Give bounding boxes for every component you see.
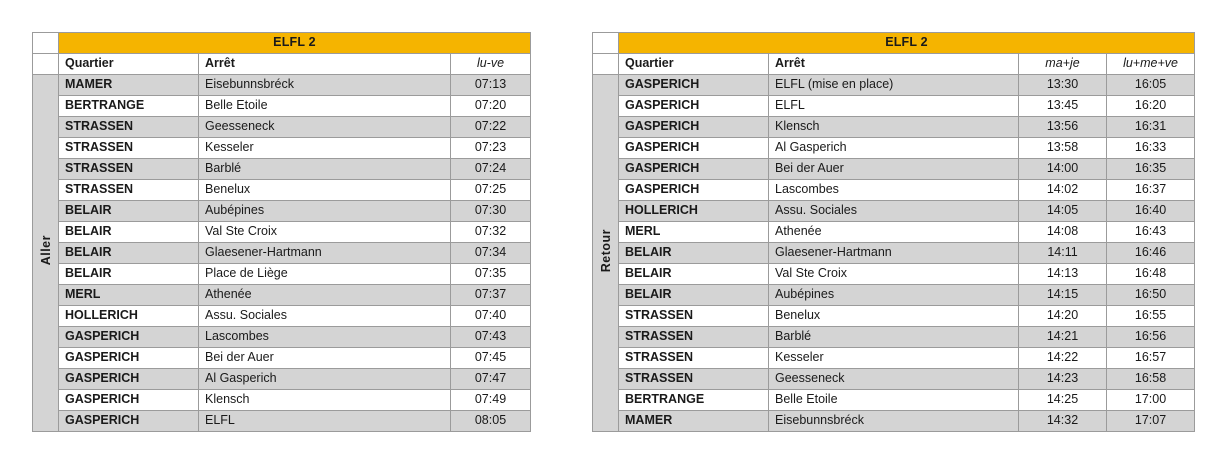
cell-arret: Bei der Auer — [769, 159, 1019, 180]
direction-label-text: Aller — [39, 235, 53, 266]
cell-time-1: 07:37 — [451, 285, 531, 306]
table-row — [33, 117, 531, 138]
table-row — [593, 75, 1195, 96]
cell-arret: ELFL (mise en place) — [769, 75, 1019, 96]
table-row — [33, 243, 531, 264]
cell-arret: Lascombes — [769, 180, 1019, 201]
cell-time-2: 16:40 — [1107, 201, 1195, 222]
cell-arret: Eisebunnsbréck — [769, 411, 1019, 432]
cell-quartier: HOLLERICH — [619, 201, 769, 222]
cell-arret: Eisebunnsbréck — [199, 75, 451, 96]
timetable-retour — [592, 32, 1195, 432]
table-row — [33, 75, 531, 96]
timetable-aller — [32, 32, 531, 432]
cell-arret: Assu. Sociales — [769, 201, 1019, 222]
header-quartier: Quartier — [619, 54, 769, 75]
direction-label-text: Retour — [599, 228, 613, 273]
cell-arret: Kesseler — [769, 348, 1019, 369]
cell-quartier: GASPERICH — [59, 327, 199, 348]
cell-time-1: 07:13 — [451, 75, 531, 96]
table-row — [33, 222, 531, 243]
cell-time-1: 07:30 — [451, 201, 531, 222]
cell-arret: Lascombes — [199, 327, 451, 348]
cell-time-1: 14:05 — [1019, 201, 1107, 222]
cell-time-1: 07:25 — [451, 180, 531, 201]
cell-time-1: 14:13 — [1019, 264, 1107, 285]
title-row — [593, 33, 1195, 54]
cell-arret: Aubépines — [769, 285, 1019, 306]
table-row — [33, 327, 531, 348]
cell-quartier: BELAIR — [59, 264, 199, 285]
cell-time-1: 14:22 — [1019, 348, 1107, 369]
cell-time-1: 14:20 — [1019, 306, 1107, 327]
table-row — [33, 390, 531, 411]
cell-arret: ELFL — [769, 96, 1019, 117]
cell-arret: Klensch — [769, 117, 1019, 138]
cell-time-1: 07:43 — [451, 327, 531, 348]
cell-quartier: BELAIR — [59, 243, 199, 264]
table-row — [33, 348, 531, 369]
table-row — [593, 117, 1195, 138]
cell-quartier: MERL — [619, 222, 769, 243]
cell-arret: Geesseneck — [199, 117, 451, 138]
cell-quartier: GASPERICH — [59, 348, 199, 369]
cell-arret: Al Gasperich — [769, 138, 1019, 159]
table-row — [593, 138, 1195, 159]
cell-time-2: 16:31 — [1107, 117, 1195, 138]
timetable-retour-block — [592, 32, 1194, 432]
corner-cell — [33, 33, 59, 54]
table-row — [593, 264, 1195, 285]
cell-time-1: 08:05 — [451, 411, 531, 432]
table-row — [593, 180, 1195, 201]
cell-time-2: 16:55 — [1107, 306, 1195, 327]
cell-quartier: STRASSEN — [619, 327, 769, 348]
cell-quartier: GASPERICH — [59, 390, 199, 411]
cell-quartier: GASPERICH — [619, 117, 769, 138]
title-row — [33, 33, 531, 54]
cell-arret: Assu. Sociales — [199, 306, 451, 327]
header-arret: Arrêt — [769, 54, 1019, 75]
cell-quartier: GASPERICH — [59, 369, 199, 390]
cell-quartier: MAMER — [59, 75, 199, 96]
cell-quartier: GASPERICH — [619, 138, 769, 159]
cell-time-1: 14:32 — [1019, 411, 1107, 432]
cell-time-2: 16:46 — [1107, 243, 1195, 264]
cell-quartier: GASPERICH — [59, 411, 199, 432]
cell-quartier: STRASSEN — [619, 306, 769, 327]
timetable-aller-body — [33, 33, 531, 432]
header-time-2: lu+me+ve — [1107, 54, 1195, 75]
direction-label-retour — [593, 75, 619, 432]
cell-quartier: GASPERICH — [619, 75, 769, 96]
cell-time-1: 07:49 — [451, 390, 531, 411]
cell-quartier: BELAIR — [619, 285, 769, 306]
cell-arret: Kesseler — [199, 138, 451, 159]
cell-time-2: 16:43 — [1107, 222, 1195, 243]
cell-time-2: 16:56 — [1107, 327, 1195, 348]
cell-arret: Barblé — [199, 159, 451, 180]
cell-quartier: STRASSEN — [59, 180, 199, 201]
cell-arret: Aubépines — [199, 201, 451, 222]
cell-time-1: 14:15 — [1019, 285, 1107, 306]
cell-time-1: 14:11 — [1019, 243, 1107, 264]
cell-time-2: 16:20 — [1107, 96, 1195, 117]
cell-quartier: HOLLERICH — [59, 306, 199, 327]
header-arret: Arrêt — [199, 54, 451, 75]
cell-time-1: 07:23 — [451, 138, 531, 159]
cell-arret: Glaesener-Hartmann — [769, 243, 1019, 264]
cell-time-1: 14:21 — [1019, 327, 1107, 348]
cell-arret: Place de Liège — [199, 264, 451, 285]
cell-time-2: 16:58 — [1107, 369, 1195, 390]
cell-arret: Belle Etoile — [769, 390, 1019, 411]
cell-time-2: 17:00 — [1107, 390, 1195, 411]
cell-time-1: 07:20 — [451, 96, 531, 117]
cell-time-2: 16:33 — [1107, 138, 1195, 159]
cell-arret: Athenée — [769, 222, 1019, 243]
table-row — [33, 180, 531, 201]
direction-label-aller — [33, 75, 59, 432]
table-row — [593, 285, 1195, 306]
cell-time-1: 14:00 — [1019, 159, 1107, 180]
cell-time-2: 16:35 — [1107, 159, 1195, 180]
cell-quartier: MAMER — [619, 411, 769, 432]
cell-time-1: 07:47 — [451, 369, 531, 390]
header-time-1: ma+je — [1019, 54, 1107, 75]
corner-cell-2 — [593, 54, 619, 75]
header-row — [593, 54, 1195, 75]
cell-quartier: BERTRANGE — [619, 390, 769, 411]
cell-quartier: STRASSEN — [59, 159, 199, 180]
table-row — [33, 306, 531, 327]
table-row — [593, 390, 1195, 411]
cell-quartier: STRASSEN — [619, 369, 769, 390]
table-row — [593, 306, 1195, 327]
cell-arret: Athenée — [199, 285, 451, 306]
cell-quartier: BELAIR — [619, 243, 769, 264]
cell-quartier: STRASSEN — [59, 138, 199, 159]
cell-arret: Barblé — [769, 327, 1019, 348]
table-row — [33, 96, 531, 117]
cell-quartier: GASPERICH — [619, 180, 769, 201]
cell-time-1: 14:02 — [1019, 180, 1107, 201]
cell-quartier: GASPERICH — [619, 96, 769, 117]
header-row — [33, 54, 531, 75]
header-time-1: lu-ve — [451, 54, 531, 75]
cell-quartier: GASPERICH — [619, 159, 769, 180]
table-row — [33, 264, 531, 285]
cell-time-1: 14:08 — [1019, 222, 1107, 243]
cell-time-1: 13:56 — [1019, 117, 1107, 138]
table-row — [593, 159, 1195, 180]
table-row — [593, 222, 1195, 243]
corner-cell-2 — [33, 54, 59, 75]
cell-time-1: 07:40 — [451, 306, 531, 327]
timetable-aller-block — [32, 32, 530, 432]
cell-time-2: 17:07 — [1107, 411, 1195, 432]
table-title: ELFL 2 — [59, 33, 531, 54]
cell-time-2: 16:50 — [1107, 285, 1195, 306]
cell-arret: Val Ste Croix — [199, 222, 451, 243]
cell-time-1: 07:22 — [451, 117, 531, 138]
table-row — [33, 159, 531, 180]
cell-arret: Glaesener-Hartmann — [199, 243, 451, 264]
table-row — [33, 285, 531, 306]
cell-time-2: 16:05 — [1107, 75, 1195, 96]
table-row — [33, 201, 531, 222]
table-row — [593, 348, 1195, 369]
table-row — [593, 243, 1195, 264]
cell-arret: Bei der Auer — [199, 348, 451, 369]
cell-time-1: 07:24 — [451, 159, 531, 180]
cell-time-2: 16:37 — [1107, 180, 1195, 201]
header-quartier: Quartier — [59, 54, 199, 75]
cell-quartier: BERTRANGE — [59, 96, 199, 117]
cell-time-2: 16:48 — [1107, 264, 1195, 285]
table-row — [593, 96, 1195, 117]
table-row — [33, 411, 531, 432]
cell-arret: Benelux — [199, 180, 451, 201]
cell-time-1: 14:25 — [1019, 390, 1107, 411]
table-row — [593, 201, 1195, 222]
table-row — [593, 411, 1195, 432]
cell-arret: Geesseneck — [769, 369, 1019, 390]
table-row — [33, 369, 531, 390]
table-row — [33, 138, 531, 159]
cell-arret: Val Ste Croix — [769, 264, 1019, 285]
cell-time-1: 07:35 — [451, 264, 531, 285]
cell-time-1: 07:45 — [451, 348, 531, 369]
cell-time-2: 16:57 — [1107, 348, 1195, 369]
table-row — [593, 327, 1195, 348]
cell-quartier: MERL — [59, 285, 199, 306]
cell-arret: Belle Etoile — [199, 96, 451, 117]
cell-time-1: 13:30 — [1019, 75, 1107, 96]
cell-time-1: 07:32 — [451, 222, 531, 243]
cell-quartier: STRASSEN — [59, 117, 199, 138]
timetable-retour-body — [593, 33, 1195, 432]
cell-time-1: 13:58 — [1019, 138, 1107, 159]
cell-arret: ELFL — [199, 411, 451, 432]
cell-quartier: BELAIR — [59, 201, 199, 222]
corner-cell — [593, 33, 619, 54]
cell-time-1: 07:34 — [451, 243, 531, 264]
cell-quartier: BELAIR — [59, 222, 199, 243]
cell-arret: Al Gasperich — [199, 369, 451, 390]
cell-arret: Benelux — [769, 306, 1019, 327]
cell-arret: Klensch — [199, 390, 451, 411]
cell-time-1: 14:23 — [1019, 369, 1107, 390]
table-row — [593, 369, 1195, 390]
cell-quartier: STRASSEN — [619, 348, 769, 369]
cell-quartier: BELAIR — [619, 264, 769, 285]
table-title: ELFL 2 — [619, 33, 1195, 54]
cell-time-1: 13:45 — [1019, 96, 1107, 117]
